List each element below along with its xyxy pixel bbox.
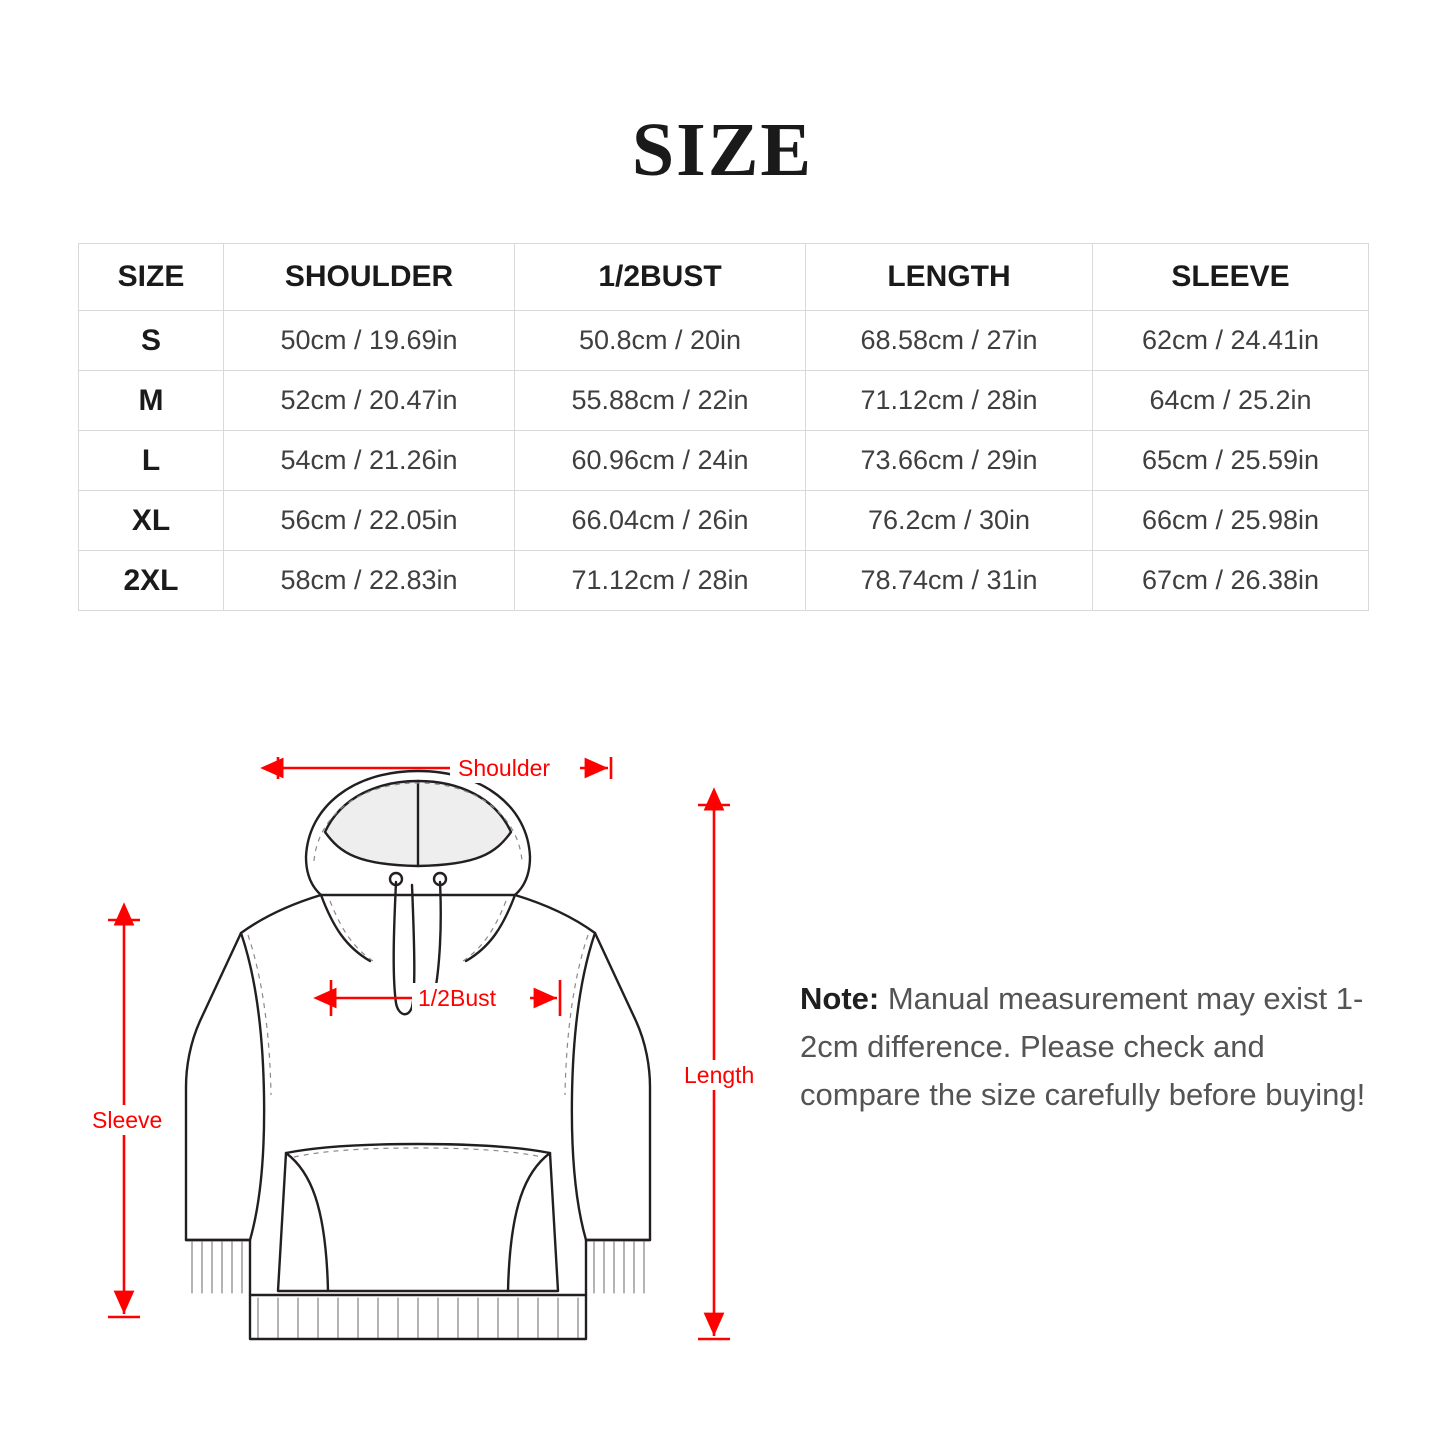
size-table-container (78, 243, 1367, 611)
page-title: SIZE (631, 108, 814, 192)
table-row (79, 551, 1369, 611)
cell-shoulder: 52cm / 20.47in (224, 371, 515, 431)
label-sleeve: Sleeve (92, 1107, 163, 1133)
table-row (79, 371, 1369, 431)
table-row (79, 311, 1369, 371)
label-shoulder: Shoulder (458, 755, 551, 781)
cell-size: L (79, 431, 224, 491)
note-text: Manual measurement may exist 1-2cm difference. Please check and compare the size carefully before buying! (800, 981, 1366, 1113)
cell-length: 68.58cm / 27in (806, 311, 1093, 371)
cell-sleeve: 62cm / 24.41in (1093, 311, 1369, 371)
table-header-row (79, 244, 1369, 311)
cell-length: 78.74cm / 31in (806, 551, 1093, 611)
cell-bust: 71.12cm / 28in (515, 551, 806, 611)
note-label: Note: (800, 981, 880, 1016)
cell-bust: 50.8cm / 20in (515, 311, 806, 371)
cell-shoulder: 54cm / 21.26in (224, 431, 515, 491)
cell-size: 2XL (79, 551, 224, 611)
cell-sleeve: 65cm / 25.59in (1093, 431, 1369, 491)
cell-size: S (79, 311, 224, 371)
cell-size: M (79, 371, 224, 431)
measurement-diagram (78, 735, 778, 1375)
label-bust: 1/2Bust (418, 985, 496, 1011)
hoodie-illustration-icon (186, 771, 650, 1339)
cell-bust: 55.88cm / 22in (515, 371, 806, 431)
cell-size: XL (79, 491, 224, 551)
cell-sleeve: 64cm / 25.2in (1093, 371, 1369, 431)
cell-sleeve: 66cm / 25.98in (1093, 491, 1369, 551)
cell-bust: 60.96cm / 24in (515, 431, 806, 491)
cell-bust: 66.04cm / 26in (515, 491, 806, 551)
column-header-sleeve: SLEEVE (1093, 244, 1369, 311)
cell-shoulder: 50cm / 19.69in (224, 311, 515, 371)
cell-length: 71.12cm / 28in (806, 371, 1093, 431)
column-header-shoulder: SHOULDER (224, 244, 515, 311)
column-header-size: SIZE (79, 244, 224, 311)
cell-shoulder: 58cm / 22.83in (224, 551, 515, 611)
label-length: Length (684, 1062, 755, 1088)
table-row (79, 491, 1369, 551)
note-block (800, 975, 1380, 1119)
cell-sleeve: 67cm / 26.38in (1093, 551, 1369, 611)
column-header-length: LENGTH (806, 244, 1093, 311)
size-table (78, 243, 1369, 611)
cell-length: 73.66cm / 29in (806, 431, 1093, 491)
table-row (79, 431, 1369, 491)
column-header-bust: 1/2BUST (515, 244, 806, 311)
cell-shoulder: 56cm / 22.05in (224, 491, 515, 551)
cell-length: 76.2cm / 30in (806, 491, 1093, 551)
